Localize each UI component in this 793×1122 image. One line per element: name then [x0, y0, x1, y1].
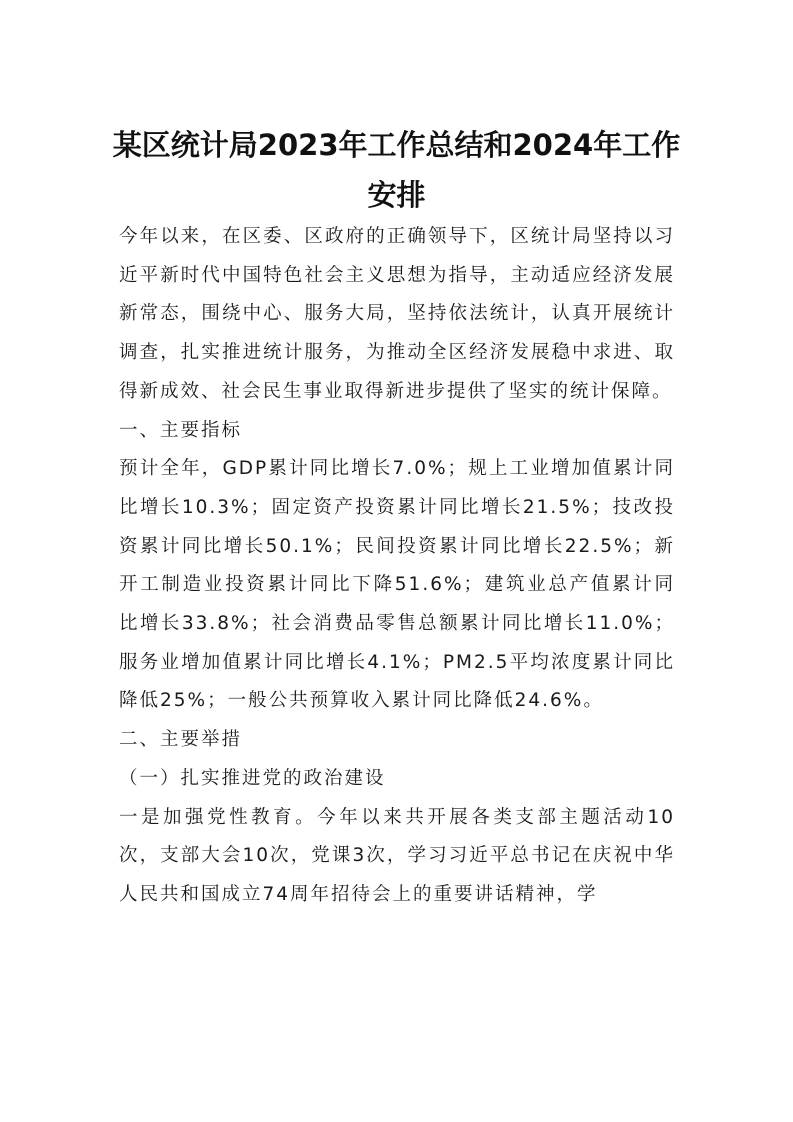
intro-paragraph: 今年以来，在区委、区政府的正确领导下，区统计局坚持以习近平新时代中国特色社会主义思想为指导，主动适应经济发展新常态，围绕中心、服务大局，坚持依法统计，认真开展统计调查，扎实推进统计服务，为推动全区经济发展稳中求进、取得新成效、社会民生事业取得新进步提供了坚实的统计保障。: [119, 226, 675, 402]
indicators-paragraph: 预计全年，GDP累计同比增长7.0%；规上工业增加值累计同比增长10.3%；固定资产投资累计同比增长21.5%；技改投资累计同比增长50.1%；民间投资累计同比增长22.5%；新开工制造业投资累计同比下降51.6%；建筑业总产值累计同比增长33.8%；社会消费品零售总额累计同比增长11.0%；服务业增加值累计同比增长4.1%；PM2.5平均浓度累计同比降低25%；一般公共预算收入累计同比降低24.6%。: [119, 458, 675, 712]
subsection-heading-party-building: （一）扎实推进党的政治建设: [119, 767, 386, 789]
title-line-1: 某区统计局2023年工作总结和2024年工作: [112, 128, 681, 162]
section-heading-main-indicators: 一、主要指标: [119, 419, 243, 441]
section-heading-main-measures: 二、主要举措: [119, 729, 243, 751]
document-body: [119, 218, 675, 915]
title-line-2: 安排: [367, 178, 426, 212]
party-education-paragraph: 一是加强党性教育。今年以来共开展各类支部主题活动10次，支部大会10次，党课3次，学习习近平总书记在庆祝中华人民共和国成立74周年招待会上的重要讲话精神，学: [119, 806, 675, 905]
document-title: [110, 120, 683, 220]
